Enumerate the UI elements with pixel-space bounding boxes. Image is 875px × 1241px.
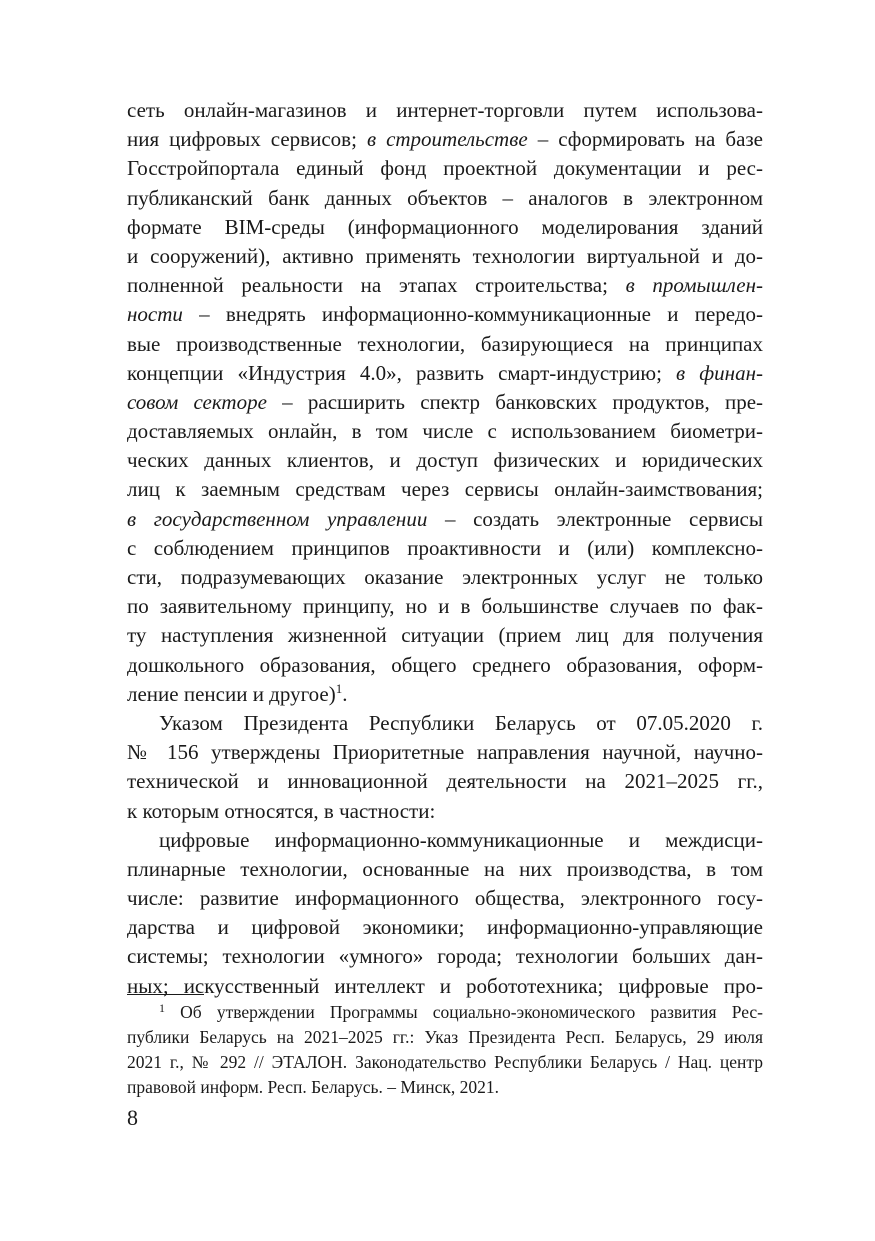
text-line: вые производственные технологии, базирующиеся на принципах bbox=[127, 331, 763, 356]
text-line: ческих данных клиентов, и доступ физических и юридических bbox=[127, 448, 763, 473]
text-line: совом секторе – расширить спектр банковских продуктов, пре- bbox=[127, 389, 764, 414]
text-line: ных; искусственный интеллект и робототехника; цифровые про- bbox=[127, 973, 763, 998]
text-line: цифровые информационно-коммуникационные и междисци- bbox=[159, 827, 763, 852]
text-line: полненной реальности на этапах строительства; в промышлен- bbox=[127, 273, 763, 298]
text-line: Указом Президента Республики Беларусь от 07.05.2020 г. bbox=[159, 710, 763, 735]
footnote bbox=[127, 1000, 763, 1100]
footnote-line: публики Беларусь на 2021–2025 гг.: Указ Президента Респ. Беларусь, 29 июля bbox=[127, 1027, 763, 1047]
text-line: публиканский банк данных объектов – аналогов в электронном bbox=[127, 185, 763, 210]
footnote-line: $^1$ Об утверждении Программы социально-экономического развития Рес- bbox=[159, 1001, 763, 1022]
text-line: ния цифровых сервисов; в строительстве – сформировать на базе bbox=[127, 127, 764, 152]
text-line: по заявительному принципу, но и в большинстве случаев по фак- bbox=[127, 594, 763, 619]
footnote-line: правовой информ. Респ. Беларусь. – Минск, 2021. bbox=[127, 1077, 500, 1097]
text-line: к которым относятся, в частности: bbox=[127, 798, 436, 823]
footnote-line: 2021 г., № 292 // ЭТАЛОН. Законодательство Республики Беларусь / Нац. центр bbox=[127, 1052, 763, 1072]
text-line: с соблюдением принципов проактивности и (или) комплексно- bbox=[127, 535, 763, 560]
text-line: системы; технологии «умного» города; технологии больших дан- bbox=[127, 944, 763, 969]
text-line: концепции «Индустрия 4.0», развить смарт-индустрию; в финан- bbox=[127, 360, 763, 385]
text-line: № 156 утверждены Приоритетные направления научной, научно- bbox=[127, 740, 763, 765]
text-line: сеть онлайн-магазинов и интернет-торговли путем использова- bbox=[127, 98, 763, 122]
footnote-marker: 1 bbox=[159, 1001, 165, 1015]
text-line: числе: развитие информационного общества, электронного госу- bbox=[127, 886, 763, 911]
text-line: дарства и цифровой экономики; информационно-управляющие bbox=[127, 915, 763, 940]
text-line: формате BIM-среды (информационного моделирования зданий bbox=[127, 214, 763, 239]
page-number: 8 bbox=[127, 1105, 138, 1130]
text-line: доставляемых онлайн, в том числе с использованием биометри- bbox=[127, 419, 763, 444]
text-line: плинарные технологии, основанные на них производства, в том bbox=[127, 856, 763, 881]
text-line: лиц к заемным средствам через сервисы онлайн-заимствования; bbox=[127, 477, 763, 502]
footnote-ref[interactable]: 1 bbox=[335, 680, 343, 696]
footnote-divider bbox=[127, 994, 204, 995]
body-text bbox=[127, 96, 763, 1001]
text-line: и сооружений), активно применять технологии виртуальной и до- bbox=[127, 243, 763, 268]
text-line: дошкольного образования, общего среднего образования, оформ- bbox=[127, 652, 763, 677]
text-line: в государственном управлении – создать электронные сервисы bbox=[127, 506, 763, 531]
text-line: сти, подразумевающих оказание электронных услуг не только bbox=[127, 565, 763, 589]
text-line: Госстройпортала единый фонд проектной документации и рес- bbox=[127, 156, 763, 181]
text-line: технической и инновационной деятельности на 2021–2025 гг., bbox=[127, 769, 763, 794]
text-line: ности – внедрять информационно-коммуникационные и передо- bbox=[127, 302, 763, 327]
text-line: ту наступления жизненной ситуации (прием лиц для получения bbox=[127, 623, 763, 648]
text-line: ление пенсии и другое)$^1$. bbox=[127, 680, 348, 706]
